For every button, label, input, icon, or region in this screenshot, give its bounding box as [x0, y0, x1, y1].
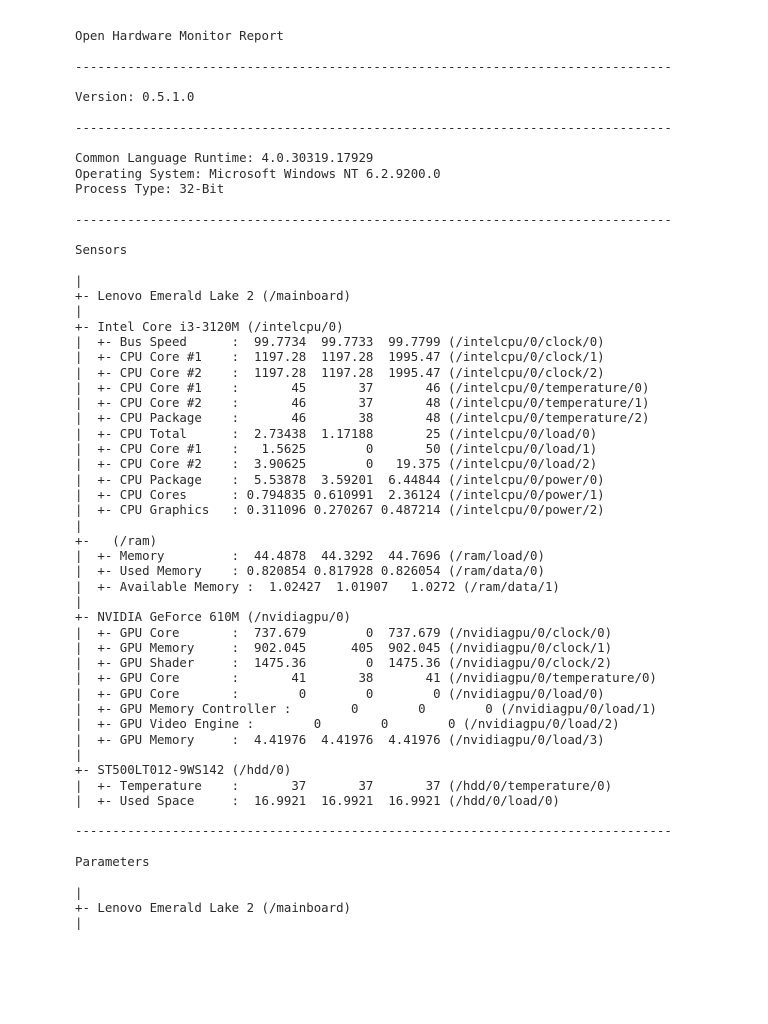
sensor-line: +- Lenovo Emerald Lake 2 (/mainboard) — [75, 288, 352, 304]
sensor-line: | +- CPU Core #2 : 46 37 48 (/intelcpu/0/temperature/1) — [75, 395, 650, 411]
sensor-line: | +- CPU Package : 5.53878 3.59201 6.44844 (/intelcpu/0/power/0) — [75, 471, 605, 487]
sensor-line: | +- GPU Core : 737.679 0 737.679 (/nvidiagpu/0/clock/0) — [75, 624, 613, 640]
parameters-heading: Parameters — [75, 854, 150, 870]
sensor-line: | — [75, 272, 83, 288]
sensor-line: | +- CPU Core #2 : 3.90625 0 19.375 (/intelcpu/0/load/2) — [75, 456, 598, 472]
sensor-line: | +- Memory : 44.4878 44.3292 44.7696 (/ram/load/0) — [75, 548, 545, 564]
sensor-line: | +- Available Memory : 1.02427 1.01907 1.0272 (/ram/data/1) — [75, 578, 560, 594]
sensor-line: | +- CPU Cores : 0.794835 0.610991 2.36124 (/intelcpu/0/power/1) — [75, 486, 605, 502]
sensor-line: | +- CPU Core #1 : 45 37 46 (/intelcpu/0/temperature/0) — [75, 379, 650, 395]
version-line: Version: 0.5.1.0 — [75, 89, 195, 105]
sensor-line: | +- GPU Video Engine : 0 0 0 (/nvidiagpu/0/load/2) — [75, 716, 620, 732]
sensor-line: | +- CPU Core #1 : 1197.28 1197.28 1995.47 (/intelcpu/0/clock/1) — [75, 349, 605, 365]
sensor-line: | +- GPU Memory Controller : 0 0 0 (/nvidiagpu/0/load/1) — [75, 701, 657, 717]
separator-line: -------------------------------------------------------------------------------- — [75, 58, 672, 74]
sensor-line: | +- GPU Shader : 1475.36 0 1475.36 (/nvidiagpu/0/clock/2) — [75, 655, 613, 671]
sensor-line: | +- CPU Package : 46 38 48 (/intelcpu/0/temperature/2) — [75, 410, 650, 426]
sensor-line: +- ST500LT012-9WS142 (/hdd/0) — [75, 762, 292, 778]
sensor-line: | +- CPU Total : 2.73438 1.17188 25 (/intelcpu/0/load/0) — [75, 425, 598, 441]
report-text — [75, 28, 755, 931]
sensor-line: | +- Temperature : 37 37 37 (/hdd/0/temperature/0) — [75, 777, 613, 793]
sensor-line: +- NVIDIA GeForce 610M (/nvidiagpu/0) — [75, 609, 352, 625]
report-title: Open Hardware Monitor Report — [75, 28, 284, 43]
sensor-line: | — [75, 517, 83, 533]
sensor-line: | — [75, 593, 83, 609]
sensor-line: | +- Used Space : 16.9921 16.9921 16.9921 (/hdd/0/load/0) — [75, 792, 560, 808]
sensor-line: | +- GPU Core : 41 38 41 (/nvidiagpu/0/temperature/0) — [75, 670, 657, 686]
sensor-line: | +- GPU Memory : 4.41976 4.41976 4.41976 (/nvidiagpu/0/load/3) — [75, 731, 605, 747]
sensor-line: | +- CPU Core #2 : 1197.28 1197.28 1995.47 (/intelcpu/0/clock/2) — [75, 364, 605, 380]
os-line: Operating System: Microsoft Windows NT 6.2.9200.0 — [75, 165, 441, 181]
parameter-line: | — [75, 884, 83, 900]
report-page — [75, 28, 755, 931]
sensor-line: | — [75, 746, 83, 762]
sensor-line: +- Intel Core i3-3120M (/intelcpu/0) — [75, 318, 344, 334]
sensor-line: | +- GPU Memory : 902.045 405 902.045 (/nvidiagpu/0/clock/1) — [75, 639, 613, 655]
separator-line: -------------------------------------------------------------------------------- — [75, 211, 672, 227]
separator-line: -------------------------------------------------------------------------------- — [75, 823, 672, 839]
sensor-line: | +- GPU Core : 0 0 0 (/nvidiagpu/0/load/0) — [75, 685, 605, 701]
sensor-line: | +- Used Memory : 0.820854 0.817928 0.826054 (/ram/data/0) — [75, 563, 545, 579]
runtime-line: Common Language Runtime: 4.0.30319.17929 — [75, 150, 374, 166]
sensor-line: | — [75, 303, 83, 319]
sensors-heading: Sensors — [75, 242, 128, 258]
sensor-line: | +- CPU Core #1 : 1.5625 0 50 (/intelcpu/0/load/1) — [75, 441, 598, 457]
separator-line: -------------------------------------------------------------------------------- — [75, 119, 672, 135]
sensor-line: | +- Bus Speed : 99.7734 99.7733 99.7799 (/intelcpu/0/clock/0) — [75, 333, 605, 349]
parameter-line: +- Lenovo Emerald Lake 2 (/mainboard) — [75, 899, 352, 915]
parameter-line: | — [75, 915, 83, 931]
sensor-line: | +- CPU Graphics : 0.311096 0.270267 0.487214 (/intelcpu/0/power/2) — [75, 502, 605, 518]
process-type-line: Process Type: 32-Bit — [75, 180, 225, 196]
sensor-line: +- (/ram) — [75, 532, 158, 548]
